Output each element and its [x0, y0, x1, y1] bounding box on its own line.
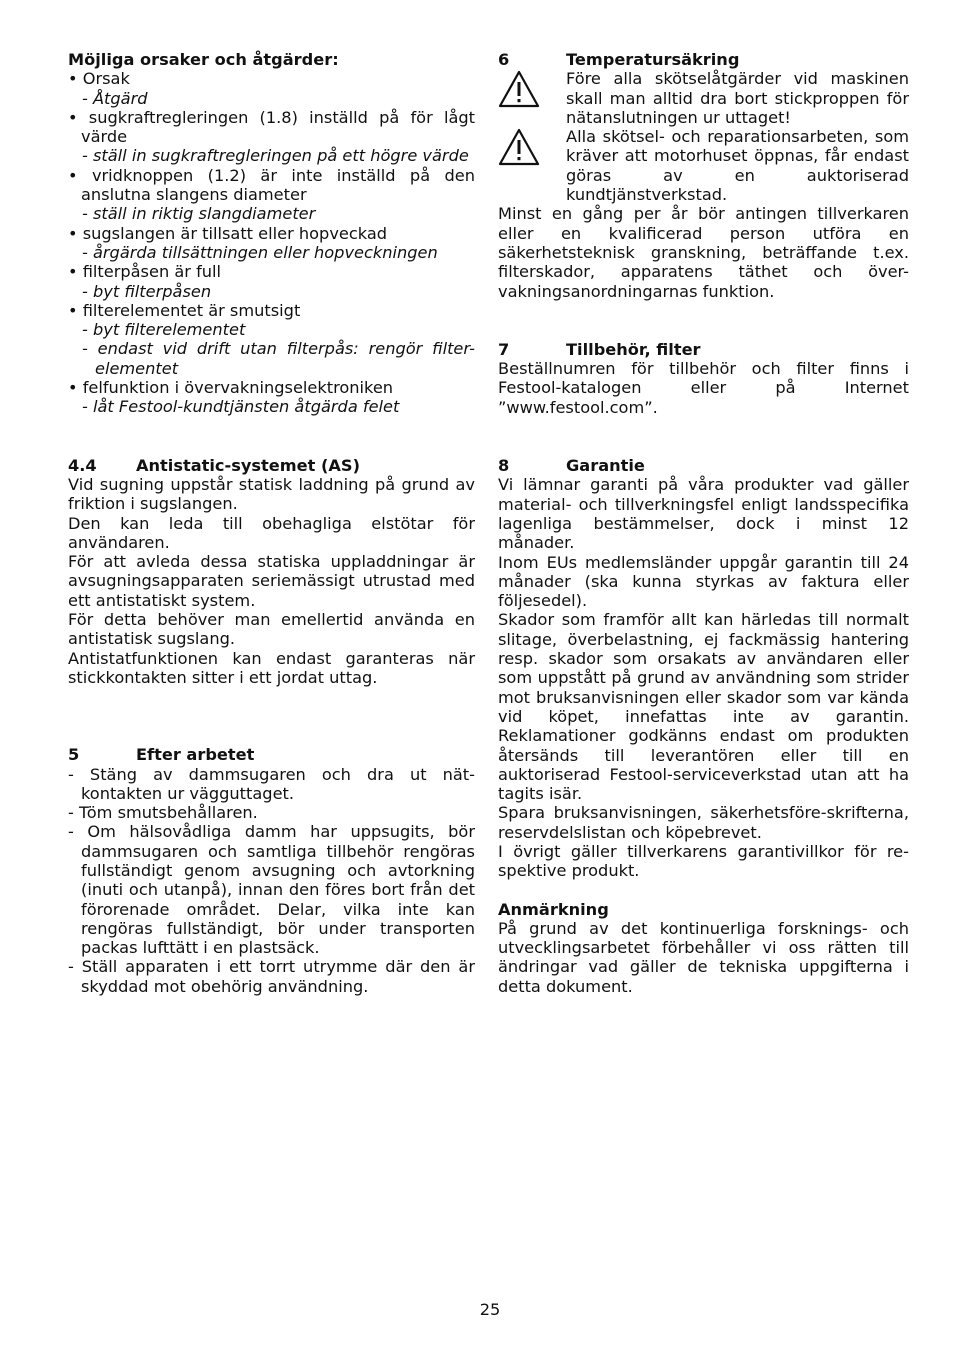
paragraph: Antistatfunktionen kan endast garanteras när stickkontakten sitter i ett jordat uttag. — [68, 648, 475, 687]
cause-text: filterpåsen är full — [82, 262, 222, 282]
paragraph: Spara bruksanvisningen, säkerhetsföre-skrifterna, reservdelslistan och köpebrevet. — [498, 803, 909, 842]
paragraph: Den kan leda till obehagliga elstötar för användaren. — [68, 513, 475, 552]
section-number: 6 — [498, 50, 510, 69]
paragraph: I övrigt gäller tillverkarens garantivillkor för re-spektive produkt. — [498, 841, 909, 881]
section-5-heading — [68, 745, 475, 764]
section-title: Efter arbetet — [136, 745, 255, 765]
paragraph: Vid sugning uppstår statisk laddning på grund av friktion i sugslangen. — [68, 474, 475, 514]
list-item: - Ställ apparaten i ett torrt utrymme där den är skyddad mot obehörig användning. — [68, 957, 475, 996]
cause-item: • sugslangen är tillsatt eller hopveckad — [68, 223, 388, 243]
section-8-heading — [498, 456, 909, 475]
cause-item: • sugkraftregleringen (1.8) inställd på för lågt värde — [68, 107, 475, 147]
cause-text: sugkraftregleringen (1.8) inställd på för lågt värde — [81, 107, 475, 147]
paragraph: För att avleda dessa statiska uppladdningar är avsugningsapparaten seriemässigt utrustad med ett antistatiskt system. — [68, 552, 475, 610]
list-item: - Om hälsovådliga damm har uppsugits, bör dammsugaren och samtliga tillbehör rengöras fullständigt genom avsugning och avtorkning (inuti och utanpå), innan den föres bort från det förorenade området. Delar, vilka inte kan rengöras fullständigt, bör under transporten packas lufttätt i en plastsäck. — [68, 822, 475, 958]
section-7-heading — [498, 340, 909, 359]
cause-action: - ställ in riktig slangdiameter — [82, 204, 316, 224]
paragraph: Skador som framför allt kan härledas till normalt slitage, överbelastning, ej fackmässig hantering resp. skador som orsakats av användaren eller som uppstått på grund av användning som strider mot bruksanvisningen eller skador som var kända vid köpet, innefattas inte av garantin. Reklamationer godkänns endast om produkten återsänds till leverantören eller till en auktoriserad Festool-serviceverkstad utan att ha tagits isär. — [498, 610, 909, 804]
section-title: Tillbehör, filter — [566, 339, 701, 359]
section-title: Temperatursäkring — [566, 50, 740, 69]
cause-item: • vridknoppen (1.2) är inte inställd på den anslutna slangens diameter — [68, 165, 475, 205]
cause-text: vridknoppen (1.2) är inte inställd på den anslutna slangens diameter — [81, 165, 475, 205]
section-4-4-heading — [68, 456, 475, 475]
causes-heading: Möjliga orsaker och åtgärder: — [68, 50, 339, 69]
warning-triangle-icon — [498, 127, 566, 167]
section-number: 4.4 — [68, 455, 97, 475]
section-title: Antistatic-systemet (AS) — [136, 455, 360, 475]
legend-action: - Åtgärd — [82, 88, 148, 108]
list-item: - Stäng av dammsugaren och dra ut nät-kontakten ur vägguttaget. — [68, 764, 475, 803]
warning-block — [498, 127, 909, 204]
section-number: 5 — [68, 745, 80, 765]
cause-action: - byt filterpåsen — [82, 281, 212, 301]
warning-triangle-icon — [498, 69, 566, 109]
section-6-heading — [498, 50, 909, 69]
paragraph: Minst en gång per år bör antingen tillverkaren eller en kvalificerad person utföra en säkerhetsteknisk granskning, beträffande t.ex. filterskador, apparatens täthet och över-vakningsanordningarnas funktion. — [498, 204, 909, 301]
warning-block — [498, 69, 909, 127]
cause-action: - endast vid drift utan filterpås: rengör filter-elementet — [82, 339, 475, 378]
section-number: 7 — [498, 339, 510, 359]
cause-action: - låt Festool-kundtjänsten åtgärda felet — [82, 397, 400, 417]
paragraph: Beställnumren för tillbehör och filter finns i Festool-katalogen eller på Internet ”www.festool.com”. — [498, 359, 909, 417]
right-column — [498, 50, 909, 996]
warning-text: Före alla skötselåtgärder vid maskinen skall man alltid dra bort stickproppen för nätanslutningen ur uttaget! — [566, 69, 909, 127]
section-number: 8 — [498, 456, 510, 476]
cause-text: filterelementet är smutsigt — [82, 300, 301, 320]
cause-action: - byt filterelementet — [82, 320, 246, 340]
list-item: - Töm smutsbehållaren. — [68, 803, 258, 823]
cause-item: • filterelementet är smutsigt — [68, 300, 301, 320]
warning-text: Alla skötsel- och reparationsarbeten, som kräver att motorhuset öppnas, får endast göras av en auktoriserad kundtjänstverkstad. — [566, 127, 909, 205]
left-column — [68, 50, 475, 996]
cause-action: - årgärda tillsättningen eller hopveckningen — [82, 242, 438, 262]
cause-item: • filterpåsen är full — [68, 262, 222, 282]
note-heading: Anmärkning — [498, 899, 609, 919]
legend-cause: • Orsak — [68, 69, 130, 89]
cause-text: sugslangen är tillsatt eller hopveckad — [82, 223, 388, 243]
section-title: Garantie — [566, 456, 645, 476]
paragraph: Inom EUs medlemsländer uppgår garantin till 24 månader (ska kunna styrkas av faktura eller följesedel). — [498, 552, 909, 611]
paragraph: På grund av det kontinuerliga forsknings- och utvecklingsarbetet förbehåller vi oss rätten till ändringar vad gäller de tekniska uppgifterna i detta dokument. — [498, 918, 909, 996]
cause-text: felfunktion i övervakningselektroniken — [82, 378, 394, 398]
paragraph: Vi lämnar garanti på våra produkter vad gäller material- och tillverkningsfel enligt landsspecifika lagenliga bestämmelser, dock i minst 12 månader. — [498, 475, 909, 553]
legend-cause-text: Orsak — [82, 69, 130, 89]
paragraph: För detta behöver man emellertid använda en antistatisk sugslang. — [68, 610, 475, 649]
cause-action: - ställ in sugkraftregleringen på ett högre värde — [82, 146, 469, 166]
page-number: 25 — [479, 1300, 501, 1319]
cause-item: • felfunktion i övervakningselektroniken — [68, 378, 394, 398]
